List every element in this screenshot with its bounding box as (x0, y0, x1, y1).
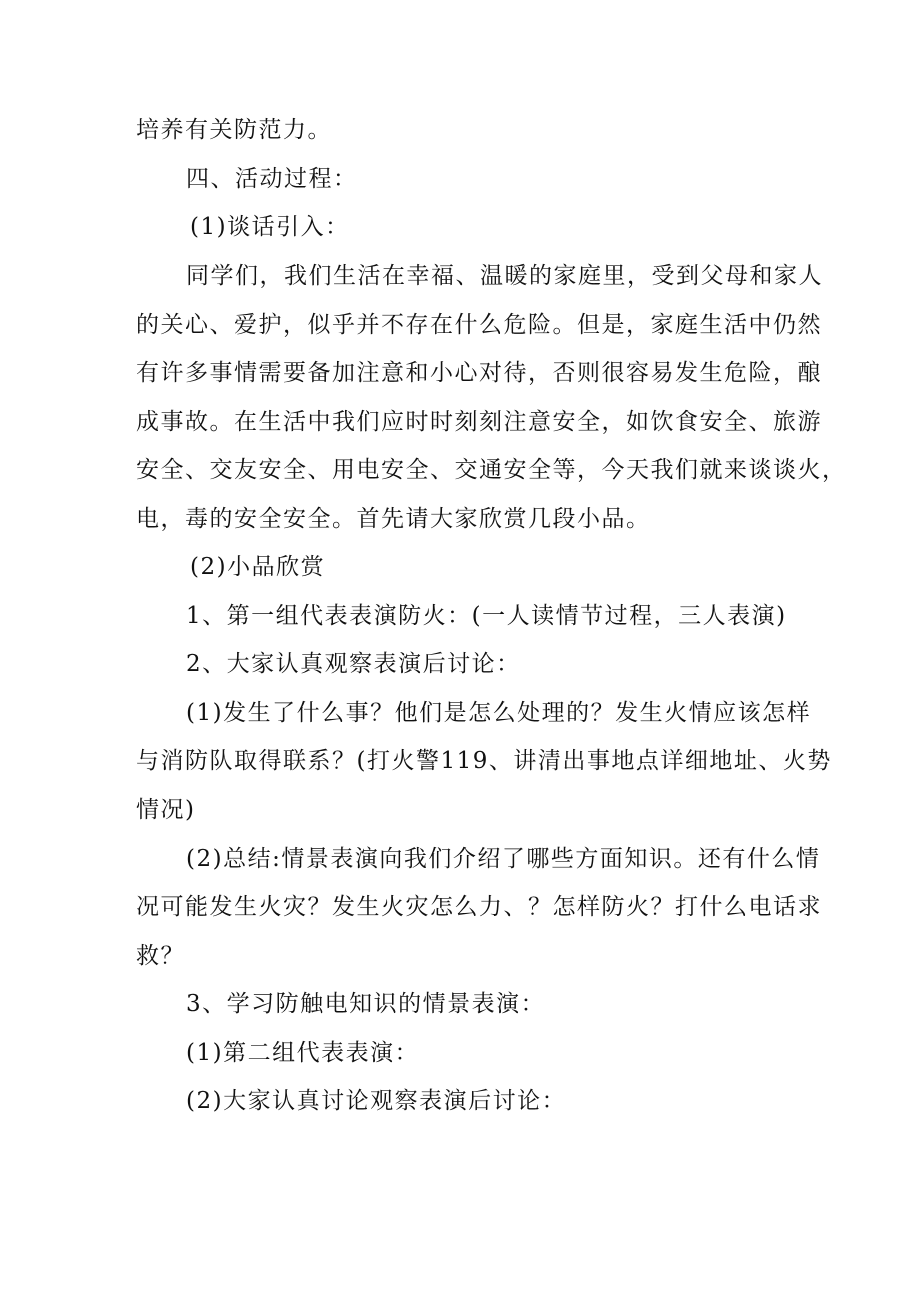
paragraph-line: 培养有关防范力。 (136, 117, 332, 143)
paragraph-line: 同学们，我们生活在幸福、温暖的家庭里，受到父母和家人 (186, 263, 823, 289)
paragraph-line: (2)总结:情景表演向我们介绍了哪些方面知识。还有什么情 (186, 846, 821, 872)
paragraph-line: 电，毒的安全安全。首先请大家欣赏几段小品。 (136, 506, 651, 532)
paragraph-line: 况可能发生火灾？发生火灾怎么力、？怎样防火？打什么电话求 (136, 894, 822, 920)
section-heading: 四、活动过程： (186, 166, 358, 192)
list-item: 1、第一组代表表演防火：(一人读情节过程，三人表演) (186, 603, 787, 629)
list-item: (1)第二组代表表演： (186, 1040, 420, 1066)
paragraph-line: (1)发生了什么事？他们是怎么处理的？发生火情应该怎样 (186, 700, 812, 726)
paragraph-line: 成事故。在生活中我们应时时刻刻注意安全，如饮食安全、旅游 (136, 409, 822, 435)
paragraph-line: 有许多事情需要备加注意和小心对待，否则很容易发生危险，酿 (136, 360, 822, 386)
paragraph-line: 安全、交友安全、用电安全、交通安全等，今天我们就来谈谈火， (136, 457, 847, 483)
paragraph-line: 与消防队取得联系？(打火警119、讲清出事地点详细地址、火势 (136, 748, 832, 774)
paragraph-line: 情况) (136, 797, 196, 823)
subsection-heading: (1)谈话引入： (190, 214, 350, 240)
list-item: (2)大家认真讨论观察表演后讨论： (186, 1088, 567, 1114)
paragraph-line: 的关心、爱护，似乎并不存在什么危险。但是，家庭生活中仍然 (136, 312, 822, 338)
list-item: 2、大家认真观察表演后讨论： (186, 651, 521, 677)
list-item: 3、学习防触电知识的情景表演： (186, 991, 546, 1017)
subsection-heading: (2)小品欣赏 (190, 554, 326, 580)
paragraph-line: 救？ (136, 943, 185, 969)
